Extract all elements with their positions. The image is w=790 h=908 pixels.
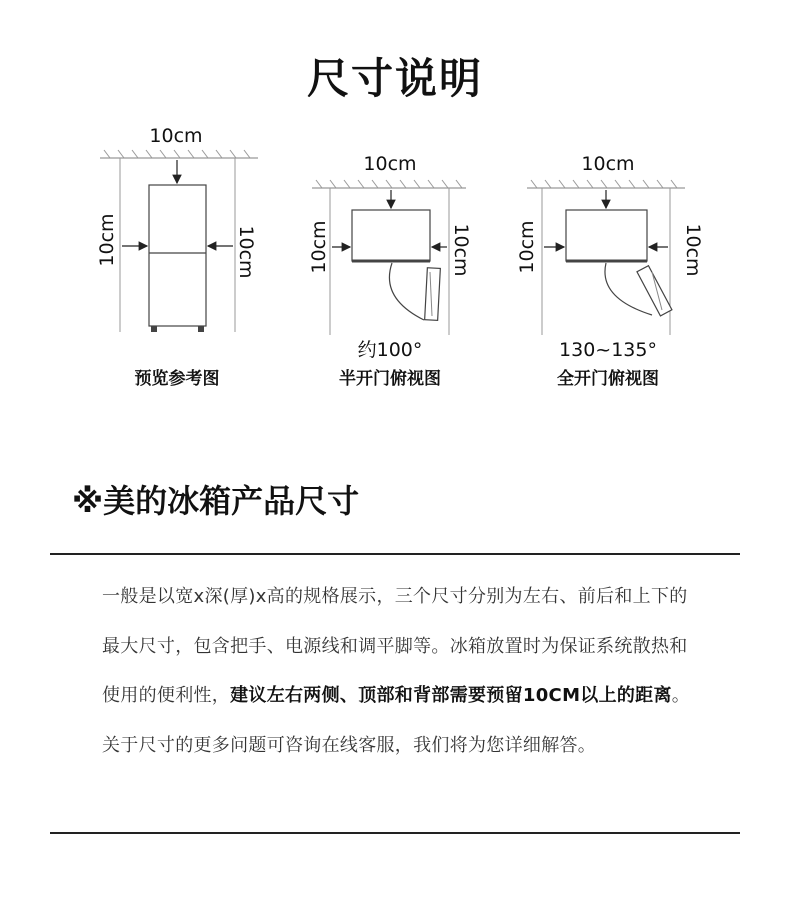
full-open-wall-hatch — [531, 180, 677, 188]
full-open-diagram — [516, 153, 704, 389]
preview-fridge-body — [149, 185, 206, 326]
half-open-swing-arc — [389, 263, 424, 320]
half-open-top-gap-label: 10cm — [363, 153, 417, 175]
full-open-door — [637, 266, 672, 316]
page-title: 尺寸说明 — [306, 54, 483, 103]
preview-right-gap-label: 10cm — [235, 225, 257, 279]
half-open-door — [425, 268, 441, 321]
full-open-right-gap-label: 10cm — [682, 223, 704, 277]
half-open-caption: 半开门俯视图 — [339, 369, 441, 389]
preview-diagram — [96, 125, 258, 389]
preview-ceiling-hatch — [104, 150, 250, 158]
description-part1: 一般是以宽x深(厚)x高的规格展示，三个尺寸分别为左右、前后和上下的最大尺寸，包含把手、电源线和调平脚等。冰箱放置时为保证系统散热和使用的便利性， — [102, 586, 688, 706]
half-open-right-gap-label: 10cm — [450, 223, 472, 277]
preview-fridge-foot-right — [198, 326, 204, 332]
dimension-diagrams — [0, 110, 790, 400]
description-paragraph — [102, 572, 702, 770]
preview-caption: 预览参考图 — [134, 369, 220, 389]
half-open-wall-hatch — [316, 180, 462, 188]
half-open-left-gap-label: 10cm — [308, 220, 330, 274]
half-open-angle-label: 约100° — [357, 339, 423, 361]
bottom-divider — [50, 832, 740, 834]
preview-top-gap-label: 10cm — [149, 125, 203, 147]
half-open-fridge-top — [352, 210, 430, 261]
full-open-left-gap-label: 10cm — [516, 220, 538, 274]
top-divider — [50, 553, 740, 555]
preview-fridge-foot-left — [151, 326, 157, 332]
full-open-caption: 全开门俯视图 — [557, 369, 659, 389]
description-part2: 。关于尺寸的更多问题可咨询在线客服，我们将为您详细解答。 — [102, 685, 691, 756]
full-open-angle-label: 130~135° — [559, 339, 657, 361]
section-title: ※美的冰箱产品尺寸 — [72, 482, 360, 520]
description-emphasis: 建议左右两侧、顶部和背部需要预留10CM以上的距离 — [230, 685, 672, 706]
full-open-fridge-top — [566, 210, 647, 261]
full-open-top-gap-label: 10cm — [581, 153, 635, 175]
preview-left-gap-label: 10cm — [96, 213, 118, 267]
half-open-diagram — [308, 153, 472, 389]
